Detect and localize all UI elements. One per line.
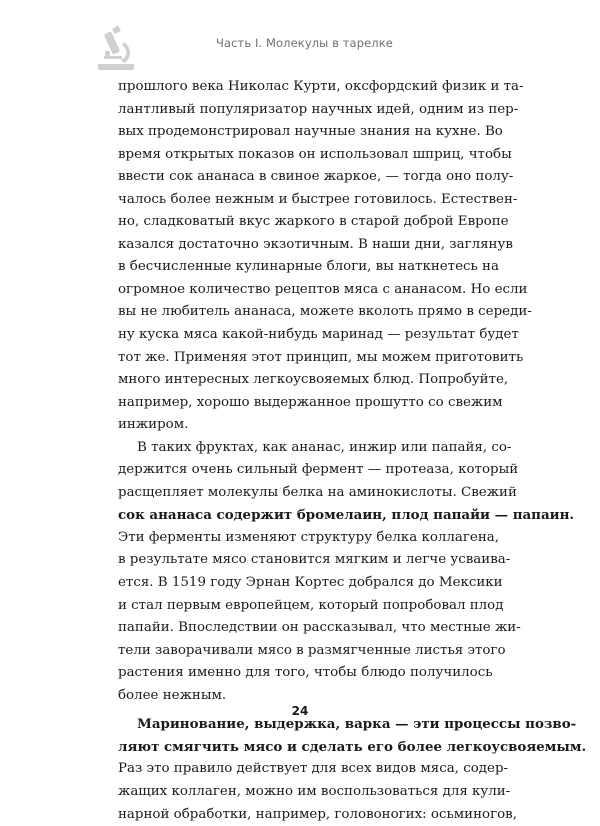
text-line: инжиром. [118,414,490,437]
text-line: например, хорошо выдержанное прошутто со свежим [118,392,490,415]
text-line: в результате мясо становится мягким и легче усваива- [118,549,490,572]
text-line: ну куска мяса какой-нибудь маринад — результат будет [118,324,490,347]
text-line: Маринование, выдержка, варка — эти процессы позво- [118,713,490,736]
text-line: много интересных легкоусвояемых блюд. Попробуйте, [118,369,490,392]
text-line: ется. В 1519 году Эрнан Кортес добрался до Мексики [118,572,490,595]
text-line: Эти ферменты изменяют структуру белка коллагена, [118,527,490,550]
microscope-icon [94,26,138,72]
text-line: расщепляет молекулы белка на аминокислоты. Свежий [118,482,490,505]
text-line: нарной обработки, например, головоногих: осьминогов, [118,804,490,826]
text-line: растения именно для того, чтобы блюдо получилось [118,662,490,685]
text-line: жащих коллаген, можно им воспользоваться для кули- [118,781,490,804]
text-line: но, сладковатый вкус жаркого в старой доброй Европе [118,211,490,234]
text-line: тели заворачивали мясо в размягченные листья этого [118,640,490,663]
text-line: лантливый популяризатор научных идей, одним из пер- [118,99,490,122]
text-line: вых продемонстрировал научные знания на кухне. Во [118,121,490,144]
text-line: и стал первым европейцем, который попробовал плод [118,595,490,618]
text-line: время открытых показов он использовал шприц, чтобы [118,144,490,167]
text-line: в бесчисленные кулинарные блоги, вы наткнетесь на [118,256,490,279]
page-number: 24 [0,704,600,718]
running-header: Часть I. Молекулы в тарелке [216,36,393,50]
text-line: чалось более нежным и быстрее готовилось. Естествен- [118,189,490,212]
text-line: тот же. Применяя этот принцип, мы можем приготовить [118,347,490,370]
text-line: папайи. Впоследствии он рассказывал, что местные жи- [118,617,490,640]
text-line: казался достаточно экзотичным. В наши дни, заглянув [118,234,490,257]
text-line: ляют смягчить мясо и сделать его более легкоусвояемым. [118,736,490,759]
text-line: сок ананаса содержит бромелаин, плод папайи — папаин. [118,504,490,527]
text-line: В таких фруктах, как ананас, инжир или папайя, со- [118,437,490,460]
text-line: огромное количество рецептов мяса с ананасом. Но если [118,279,490,302]
text-line: ввести сок ананаса в свиное жаркое, — тогда оно полу- [118,166,490,189]
text-line: Раз это правило действует для всех видов мяса, содер- [118,758,490,781]
text-line: более нежным. [118,685,490,708]
text-line: вы не любитель ананаса, можете вколоть прямо в середи- [118,301,490,324]
text-line: прошлого века Николас Курти, оксфордский физик и та- [118,76,490,99]
text-line: держится очень сильный фермент — протеаза, который [118,459,490,482]
